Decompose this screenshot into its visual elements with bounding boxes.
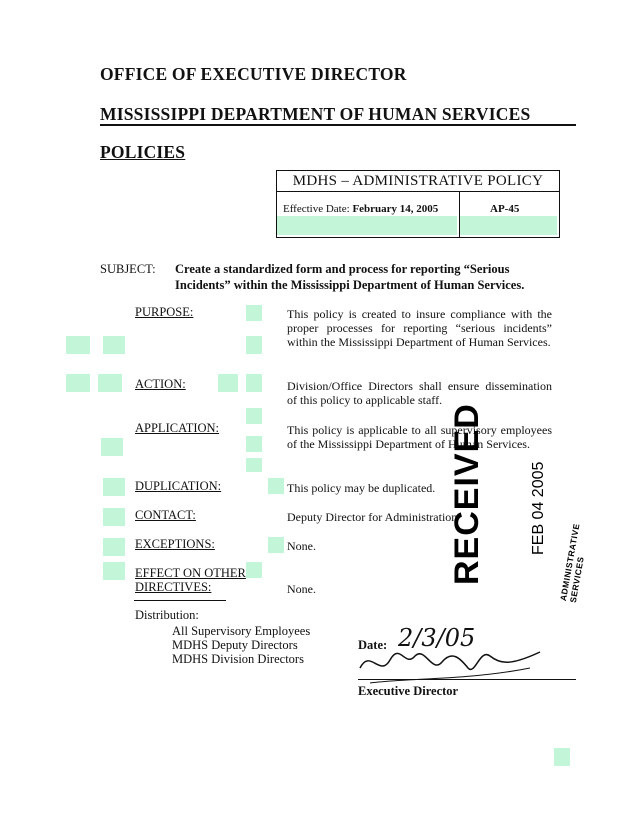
highlight-box	[268, 478, 284, 494]
signature-line	[358, 679, 576, 680]
distribution-item: MDHS Division Directors	[172, 652, 304, 666]
duplication-text: This policy may be duplicated.	[287, 481, 436, 495]
highlight-box	[277, 216, 457, 235]
subject-label: SUBJECT:	[100, 262, 156, 276]
department-heading: MISSISSIPPI DEPARTMENT OF HUMAN SERVICES	[100, 104, 531, 124]
highlight-box	[103, 336, 125, 354]
highlight-box	[101, 438, 123, 456]
effective-date-label: Effective Date:	[283, 203, 350, 215]
effective-date-value: February 14, 2005	[352, 203, 439, 215]
highlight-box	[246, 458, 262, 472]
highlight-box	[103, 562, 125, 580]
handwritten-date: 2/3/05	[398, 624, 476, 652]
subject-line-1: Create a standardized form and process for reporting “Serious	[175, 262, 510, 276]
highlight-box	[66, 336, 90, 354]
highlight-box	[66, 374, 90, 392]
effective-date	[283, 203, 438, 215]
received-stamp-word: RECEIVED	[448, 403, 486, 585]
highlight-box	[98, 374, 122, 392]
signature-title: Executive Director	[358, 684, 459, 698]
highlight-box	[460, 216, 557, 235]
highlight-box	[246, 436, 262, 452]
highlight-box	[554, 748, 570, 766]
policy-code: AP-45	[490, 203, 520, 215]
highlight-box	[246, 562, 262, 578]
application-label: APPLICATION:	[135, 421, 220, 435]
effect-label-line-2: DIRECTIVES:	[135, 580, 212, 594]
exceptions-text: None.	[287, 539, 316, 553]
highlight-box	[246, 336, 262, 354]
office-heading: OFFICE OF EXECUTIVE DIRECTOR	[100, 64, 407, 84]
highlight-box	[103, 508, 125, 526]
date-label: Date:	[358, 638, 388, 652]
highlight-box	[103, 478, 125, 496]
heading-rule	[100, 124, 576, 126]
highlight-box	[268, 537, 284, 553]
action-text: Division/Office Directors shall ensure dissemination of this policy to applicable staff.	[287, 379, 552, 407]
application-text: This policy is applicable to all supervisory employees of the Mississippi Department of Human Services.	[287, 423, 552, 451]
policies-heading: POLICIES	[100, 142, 186, 162]
exceptions-label: EXCEPTIONS:	[135, 537, 215, 551]
policy-box-title: MDHS – ADMINISTRATIVE POLICY	[277, 171, 559, 192]
received-stamp-department: ADMINISTRATIVE SERVICES	[558, 522, 586, 604]
distribution-item: All Supervisory Employees	[172, 624, 311, 638]
highlight-box	[246, 374, 262, 392]
contact-text: Deputy Director for Administration	[287, 510, 458, 524]
highlight-box	[103, 538, 125, 556]
received-stamp-date: FEB 04 2005	[530, 461, 547, 555]
action-label: ACTION:	[135, 377, 186, 391]
purpose-text: This policy is created to insure compliance with the proper processes for reporting “serious incidents” within the Mississippi Department of Human Services.	[287, 307, 552, 349]
highlight-box	[246, 408, 262, 424]
highlight-box	[218, 374, 238, 392]
distribution-label: Distribution:	[135, 608, 199, 622]
subject-line-2: Incidents” within the Mississippi Department of Human Services.	[175, 278, 525, 292]
highlight-box	[246, 305, 262, 321]
purpose-label: PURPOSE:	[135, 305, 194, 319]
effect-text: None.	[287, 582, 316, 596]
effect-label-line-1: EFFECT ON OTHER	[135, 566, 246, 580]
section-divider	[134, 600, 226, 601]
distribution-item: MDHS Deputy Directors	[172, 638, 298, 652]
contact-label: CONTACT:	[135, 508, 196, 522]
duplication-label: DUPLICATION:	[135, 479, 222, 493]
signature-scribble	[350, 638, 550, 688]
